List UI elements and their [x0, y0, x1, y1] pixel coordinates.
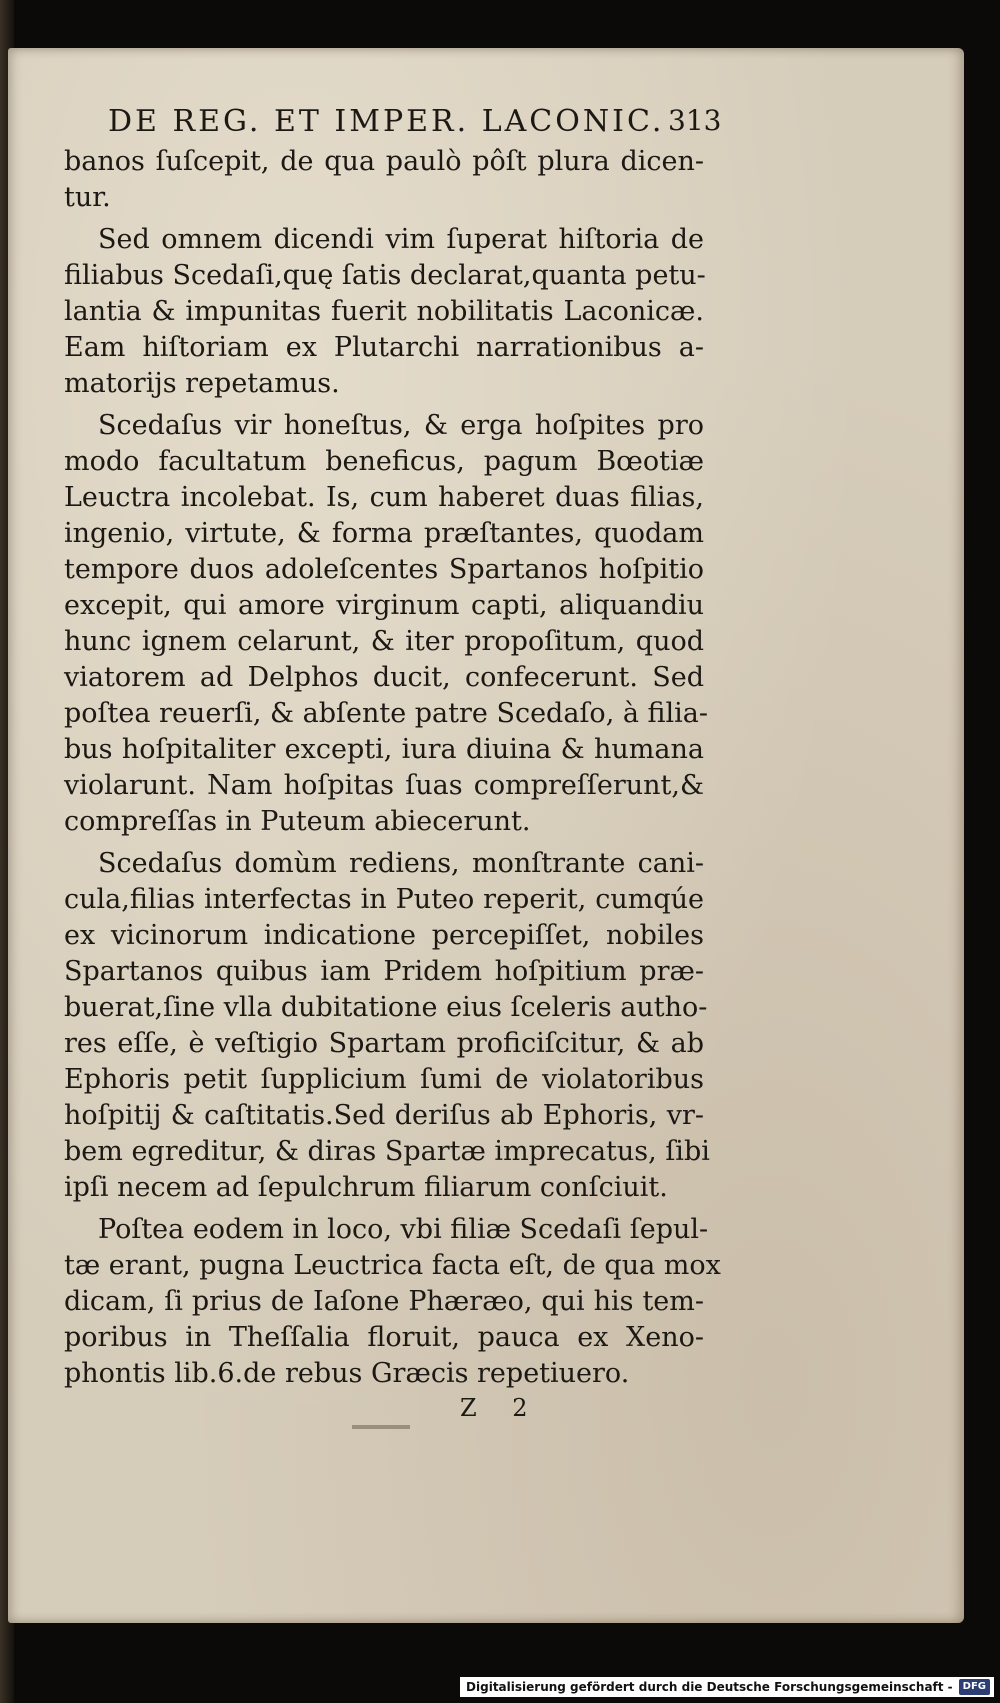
- text-line: tempore duos adoleſcentes Spartanos hoſpitio: [64, 554, 704, 585]
- text-line: phontis lib.6.de rebus Græcis repetiuero.: [64, 1358, 630, 1389]
- text-line: dicam, ſi prius de Iaſone Phæræo, qui his tem-: [64, 1286, 704, 1317]
- text-line: hoſpitij & caſtitatis.Sed deriſus ab Ephoris, vr-: [64, 1100, 704, 1131]
- text-line: viatorem ad Delphos ducit, confecerunt. Sed: [64, 662, 704, 693]
- text-line: tur.: [64, 182, 111, 213]
- text-line: hunc ignem celarunt, & iter propoſitum, quod: [64, 626, 704, 657]
- text-line: Scedaſus vir honeſtus, & erga hoſpites pro: [98, 410, 704, 441]
- text-line: Leuctra incolebat. Is, cum haberet duas filias,: [64, 482, 704, 513]
- text-line: Ephoris petit ſupplicium ſumi de violatoribus: [64, 1064, 704, 1095]
- text-line: Sed omnem dicendi vim ſuperat hiſtoria de: [98, 224, 704, 255]
- text-line: ingenio, virtute, & forma præſtantes, quodam: [64, 518, 704, 549]
- text-line: ipſi necem ad ſepulchrum filiarum conſciuit.: [64, 1172, 668, 1203]
- signature-mark: Z 2: [460, 1394, 542, 1422]
- text-line: cula,filias interfectas in Puteo reperit, cumqúe: [64, 884, 704, 915]
- text-line: banos ſuſcepit, de qua paulò pôſt plura dicen-: [64, 146, 704, 177]
- text-line: Eam hiſtoriam ex Plutarchi narrationibus a-: [64, 332, 704, 363]
- text-line: buerat,ſine vlla dubitatione eius ſceleris autho-: [64, 992, 708, 1023]
- text-line: Scedaſus domùm rediens, monſtrante cani-: [98, 848, 704, 879]
- text-line: ex vicinorum indicatione percepiſſet, nobiles: [64, 920, 704, 951]
- page-number: 313: [668, 104, 722, 137]
- text-line: filiabus Scedaſi,quę ſatis declarat,quanta petu-: [64, 260, 706, 291]
- credit-text: Digitalisierung gefördert durch die Deutsche Forschungsgemeinschaft -: [466, 1680, 953, 1694]
- text-line: bem egreditur, & diras Spartæ imprecatus, ſibi: [64, 1136, 710, 1167]
- text-line: tæ erant, pugna Leuctrica facta eſt, de qua mox: [64, 1250, 721, 1281]
- text-line: matorijs repetamus.: [64, 368, 340, 399]
- text-line: Poſtea eodem in loco, vbi filiæ Scedaſi ſepul-: [98, 1214, 709, 1245]
- text-line: Spartanos quibus iam Pridem hoſpitium præ-: [64, 956, 704, 987]
- text-line: res eſſe, è veſtigio Spartam proficiſcitur, & ab: [64, 1028, 704, 1059]
- digitization-credit: [460, 1677, 994, 1697]
- dfg-logo: DFG: [959, 1679, 990, 1695]
- text-line: excepit, qui amore virginum capti, aliquandiu: [64, 590, 704, 621]
- text-line: bus hoſpitaliter excepti, iura diuina & humana: [64, 734, 704, 765]
- text-line: modo facultatum beneficus, pagum Bœotiæ: [64, 446, 704, 477]
- ink-smudge: [352, 1425, 410, 1429]
- text-line: violarunt. Nam hoſpitas ſuas compreſſerunt,&: [64, 770, 704, 801]
- text-line: poribus in Theſſalia floruit, pauca ex Xeno-: [64, 1322, 704, 1353]
- text-line: lantia & impunitas fuerit nobilitatis Laconicæ.: [64, 296, 704, 327]
- text-line: poſtea reuerſi, & abſente patre Scedaſo, à filia-: [64, 698, 709, 729]
- running-title: DE REG. ET IMPER. LACONIC.: [108, 104, 665, 139]
- body-text: [64, 144, 721, 1392]
- text-line: compreſſas in Puteum abiecerunt.: [64, 806, 531, 837]
